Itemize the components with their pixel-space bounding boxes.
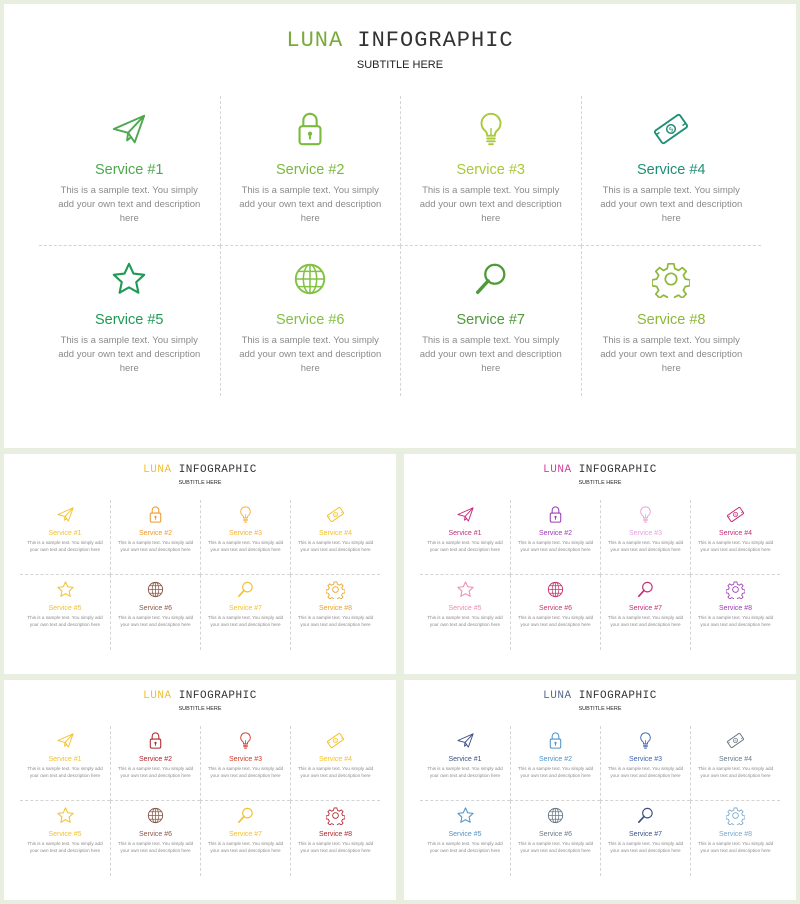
svg-text:$: $ [333, 738, 338, 743]
slide-variant-red [4, 680, 396, 900]
service-title: Service #3 [228, 530, 263, 537]
service-card [600, 726, 690, 801]
service-title: Service #2 [538, 530, 573, 537]
service-description: This is a sample text. You simply add your own text and description here [207, 841, 284, 853]
service-description: This is a sample text. You simply add your own text and description here [297, 615, 374, 627]
service-card [290, 801, 380, 876]
service-description: This is a sample text. You simply add your own text and description here [207, 766, 284, 778]
services-grid [39, 96, 761, 396]
star-icon [456, 580, 475, 599]
service-card [20, 726, 110, 801]
title-accent: LUNA [143, 464, 172, 476]
service-card [220, 246, 401, 396]
service-description: This is a sample text. You simply add your own text and description here [58, 185, 201, 224]
lightbulb-icon [236, 731, 255, 750]
service-description: This is a sample text. You simply add your own text and description here [239, 335, 382, 374]
service-title: Service #7 [228, 605, 263, 612]
gear-icon [326, 806, 345, 825]
service-card [200, 801, 290, 876]
service-title: Service #8 [318, 605, 353, 612]
service-card [110, 726, 200, 801]
service-card [420, 500, 510, 575]
service-card [690, 500, 780, 575]
service-description: This is a sample text. You simply add your own text and description here [427, 540, 503, 552]
lock-icon [546, 505, 565, 524]
service-card [510, 575, 600, 650]
svg-text:$: $ [667, 124, 676, 134]
service-description: This is a sample text. You simply add your own text and description here [117, 766, 194, 778]
service-card [20, 801, 110, 876]
globe-icon [146, 806, 165, 825]
service-title: Service #1 [48, 756, 82, 763]
service-card [200, 500, 290, 575]
money-bill-icon [326, 505, 345, 524]
service-description: This is a sample text. You simply add your own text and description here [517, 615, 594, 627]
globe-icon [546, 580, 565, 599]
service-card [420, 726, 510, 801]
service-title: Service #6 [138, 831, 173, 838]
service-title: Service #3 [456, 162, 525, 178]
service-title: Service #2 [275, 162, 345, 178]
service-title: Service #6 [275, 312, 345, 328]
service-card [510, 801, 600, 876]
service-title: Service #8 [636, 312, 706, 328]
star-icon [110, 260, 148, 298]
service-description: This is a sample text. You simply add your own text and description here [297, 766, 374, 778]
service-card [110, 575, 200, 650]
service-title: Service #5 [94, 312, 164, 328]
service-title: Service #4 [318, 530, 353, 537]
service-card [600, 575, 690, 650]
service-title: Service #2 [138, 530, 173, 537]
service-description: This is a sample text. You simply add your own text and description here [117, 615, 194, 627]
service-description: This is a sample text. You simply add your own text and description here [419, 185, 562, 224]
service-card [20, 575, 110, 650]
search-icon [636, 806, 655, 825]
paper-plane-icon [56, 731, 75, 750]
service-card [690, 801, 780, 876]
service-title: Service #7 [628, 831, 663, 838]
gear-icon [726, 806, 745, 825]
service-title: Service #4 [636, 162, 706, 178]
globe-icon [546, 806, 565, 825]
service-title: Service #7 [628, 605, 663, 612]
title-accent: LUNA [543, 464, 572, 476]
lightbulb-icon [636, 731, 655, 750]
service-title: Service #8 [718, 605, 753, 612]
services-grid [20, 726, 380, 876]
service-title: Service #4 [718, 756, 753, 763]
service-card [600, 500, 690, 575]
globe-icon [291, 260, 329, 298]
slide-variant-yellow [4, 454, 396, 674]
main-slide [4, 4, 796, 448]
lightbulb-icon [636, 505, 655, 524]
service-description: This is a sample text. You simply add your own text and description here [607, 766, 684, 778]
service-description: This is a sample text. You simply add your own text and description here [427, 615, 503, 627]
title-accent: LUNA [143, 690, 172, 702]
service-description: This is a sample text. You simply add your own text and description here [58, 335, 201, 374]
service-title: Service #3 [628, 530, 663, 537]
service-title: Service #1 [448, 530, 482, 537]
paper-plane-icon [56, 505, 75, 524]
service-card [290, 500, 380, 575]
services-grid [20, 500, 380, 650]
service-title: Service #5 [48, 605, 82, 612]
service-description: This is a sample text. You simply add your own text and description here [697, 540, 774, 552]
money-bill-icon [652, 110, 690, 148]
service-card [20, 500, 110, 575]
service-title: Service #7 [456, 312, 525, 328]
service-description: This is a sample text. You simply add your own text and description here [517, 540, 594, 552]
service-description: This is a sample text. You simply add your own text and description here [607, 615, 684, 627]
service-title: Service #1 [48, 530, 82, 537]
star-icon [456, 806, 475, 825]
services-grid [420, 726, 780, 876]
service-description: This is a sample text. You simply add your own text and description here [117, 841, 194, 853]
title-accent: LUNA [286, 28, 344, 53]
service-description: This is a sample text. You simply add your own text and description here [600, 185, 743, 224]
service-card [290, 575, 380, 650]
service-card [510, 726, 600, 801]
service-description: This is a sample text. You simply add your own text and description here [697, 766, 774, 778]
service-title: Service #6 [138, 605, 173, 612]
service-description: This is a sample text. You simply add your own text and description here [239, 185, 382, 224]
paper-plane-icon [456, 505, 475, 524]
service-title: Service #4 [718, 530, 753, 537]
service-title: Service #5 [448, 605, 482, 612]
lock-icon [146, 731, 165, 750]
search-icon [636, 580, 655, 599]
service-description: This is a sample text. You simply add your own text and description here [600, 335, 743, 374]
service-description: This is a sample text. You simply add your own text and description here [427, 841, 503, 853]
slide-title [4, 690, 396, 702]
title-rest: INFOGRAPHIC [178, 464, 257, 476]
paper-plane-icon [110, 110, 148, 148]
service-title: Service #1 [94, 162, 164, 178]
star-icon [56, 580, 75, 599]
service-title: Service #6 [538, 605, 573, 612]
service-card [39, 246, 220, 396]
money-bill-icon [326, 731, 345, 750]
slide-title [404, 464, 796, 476]
services-grid [420, 500, 780, 650]
service-description: This is a sample text. You simply add your own text and description here [27, 540, 103, 552]
service-title: Service #3 [628, 756, 663, 763]
globe-icon [146, 580, 165, 599]
service-card [290, 726, 380, 801]
search-icon [236, 580, 255, 599]
service-title: Service #5 [448, 831, 482, 838]
service-title: Service #4 [318, 756, 353, 763]
paper-plane-icon [456, 731, 475, 750]
title-rest: INFOGRAPHIC [578, 464, 657, 476]
service-card [220, 96, 401, 246]
service-card [200, 726, 290, 801]
service-card [110, 801, 200, 876]
service-card [420, 801, 510, 876]
gear-icon [652, 260, 690, 298]
title-accent: LUNA [543, 690, 572, 702]
service-card [581, 246, 762, 396]
slide-subtitle: SUBTITLE HERE [178, 706, 222, 712]
service-card [690, 575, 780, 650]
svg-text:$: $ [733, 738, 738, 743]
service-card [420, 575, 510, 650]
service-description: This is a sample text. You simply add your own text and description here [517, 841, 594, 853]
service-title: Service #2 [138, 756, 173, 763]
service-description: This is a sample text. You simply add your own text and description here [27, 841, 103, 853]
service-description: This is a sample text. You simply add your own text and description here [517, 766, 594, 778]
service-description: This is a sample text. You simply add your own text and description here [697, 615, 774, 627]
slide-variant-pink [404, 454, 796, 674]
slide-subtitle: SUBTITLE HERE [578, 480, 622, 486]
service-description: This is a sample text. You simply add your own text and description here [297, 841, 374, 853]
gear-icon [726, 580, 745, 599]
svg-text:$: $ [733, 512, 738, 517]
slide-title [404, 690, 796, 702]
service-card [690, 726, 780, 801]
service-card [581, 96, 762, 246]
service-description: This is a sample text. You simply add your own text and description here [427, 766, 503, 778]
slide-title [4, 464, 396, 476]
service-description: This is a sample text. You simply add your own text and description here [419, 335, 562, 374]
service-description: This is a sample text. You simply add your own text and description here [207, 615, 284, 627]
lightbulb-icon [472, 110, 510, 148]
service-description: This is a sample text. You simply add your own text and description here [27, 615, 103, 627]
title-rest: INFOGRAPHIC [178, 690, 257, 702]
service-title: Service #6 [538, 831, 573, 838]
money-bill-icon [726, 731, 745, 750]
service-card [510, 500, 600, 575]
service-description: This is a sample text. You simply add your own text and description here [297, 540, 374, 552]
service-description: This is a sample text. You simply add your own text and description here [697, 841, 774, 853]
service-title: Service #1 [448, 756, 482, 763]
service-title: Service #8 [318, 831, 353, 838]
service-title: Service #2 [538, 756, 573, 763]
slide-subtitle: SUBTITLE HERE [356, 59, 444, 71]
service-card [400, 246, 581, 396]
service-title: Service #5 [48, 831, 82, 838]
star-icon [56, 806, 75, 825]
service-card [400, 96, 581, 246]
service-card [39, 96, 220, 246]
title-rest: INFOGRAPHIC [578, 690, 657, 702]
service-description: This is a sample text. You simply add your own text and description here [607, 841, 684, 853]
service-title: Service #7 [228, 831, 263, 838]
service-card [600, 801, 690, 876]
service-card [200, 575, 290, 650]
service-description: This is a sample text. You simply add your own text and description here [117, 540, 194, 552]
slide-title [4, 28, 796, 53]
lock-icon [546, 731, 565, 750]
service-description: This is a sample text. You simply add your own text and description here [207, 540, 284, 552]
svg-text:$: $ [333, 512, 338, 517]
lightbulb-icon [236, 505, 255, 524]
lock-icon [291, 110, 329, 148]
search-icon [472, 260, 510, 298]
search-icon [236, 806, 255, 825]
service-description: This is a sample text. You simply add your own text and description here [607, 540, 684, 552]
lock-icon [146, 505, 165, 524]
money-bill-icon [726, 505, 745, 524]
title-rest: INFOGRAPHIC [357, 28, 514, 53]
service-title: Service #8 [718, 831, 753, 838]
gear-icon [326, 580, 345, 599]
service-description: This is a sample text. You simply add your own text and description here [27, 766, 103, 778]
service-title: Service #3 [228, 756, 263, 763]
slide-subtitle: SUBTITLE HERE [178, 480, 222, 486]
slide-variant-blue [404, 680, 796, 900]
slide-subtitle: SUBTITLE HERE [578, 706, 622, 712]
service-card [110, 500, 200, 575]
